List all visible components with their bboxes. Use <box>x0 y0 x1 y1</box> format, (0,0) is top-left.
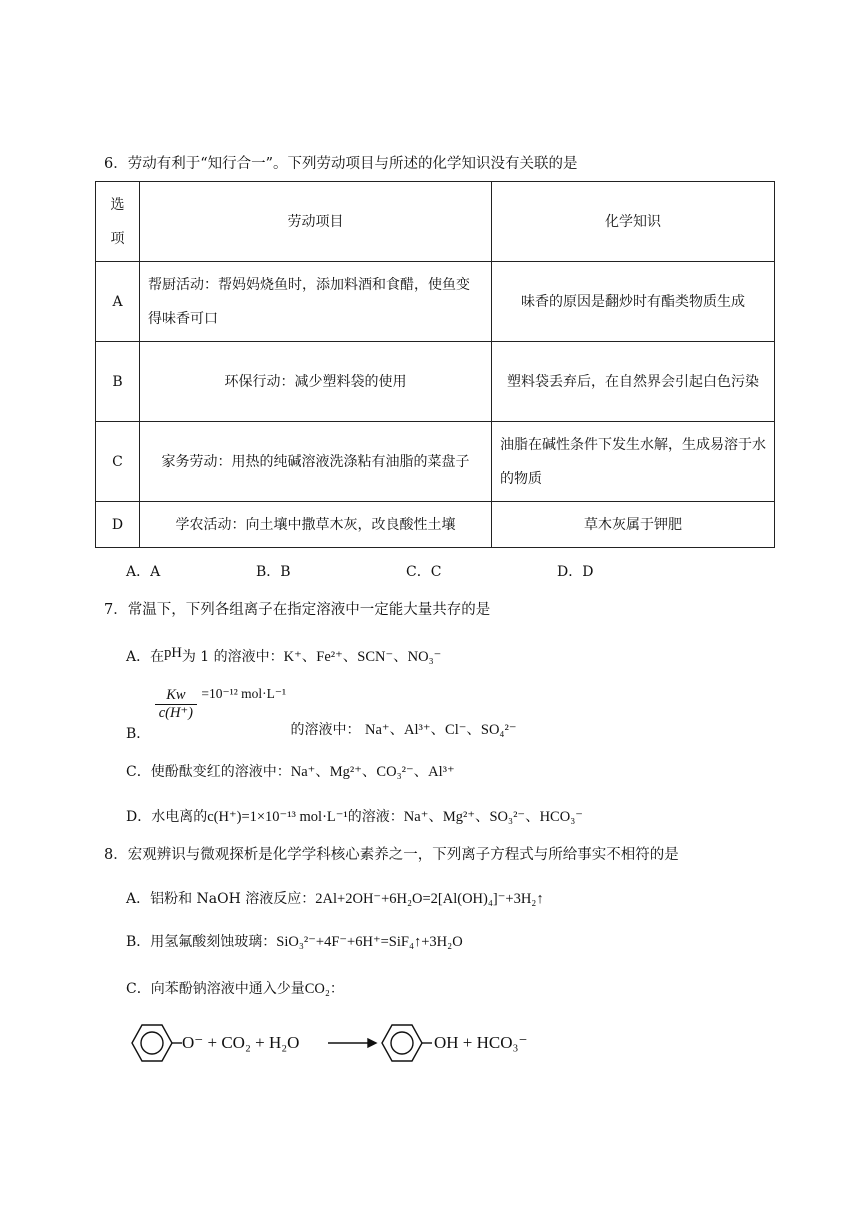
row-knowledge: 油脂在碱性条件下发生水解，生成易溶于水的物质 <box>492 422 775 502</box>
table-row <box>96 342 775 422</box>
q6-choice-d[interactable]: D．D <box>557 564 594 580</box>
table-row <box>96 502 775 548</box>
benzene-ring-icon <box>382 1025 432 1061</box>
row-project: 帮厨活动：帮妈妈烧鱼时，添加料酒和食醋，使鱼变得味香可口 <box>140 262 492 342</box>
row-option: A <box>96 262 140 342</box>
table-row <box>96 262 775 342</box>
q8-option-b[interactable]: B．用氢氟酸刻蚀玻璃：SiO₃²⁻+4F⁻+6H⁺=SiF₄↑+3H₂O <box>126 934 463 950</box>
row-option: B <box>96 342 140 422</box>
row-knowledge: 味香的原因是翻炒时有酯类物质生成 <box>492 262 775 342</box>
header-option: 选项 <box>96 182 140 262</box>
q7-option-d[interactable]: D．水电离的c(H⁺)=1×10⁻¹³ mol·L⁻¹的溶液：Na⁺、Mg²⁺、SO₃²⁻、HCO₃⁻ <box>126 809 583 825</box>
q6-choice-a[interactable]: A．A <box>126 564 161 580</box>
header-knowledge: 化学知识 <box>492 182 775 262</box>
equation-left: O⁻ + CO₂ + H₂O <box>182 1033 300 1052</box>
header-project: 劳动项目 <box>140 182 492 262</box>
q7-option-a[interactable]: A．在pH为 1 的溶液中：K⁺、Fe²⁺、SCN⁻、NO₃⁻ <box>126 645 442 665</box>
equation-right: OH + HCO₃⁻ <box>434 1033 528 1052</box>
row-knowledge: 草木灰属于钾肥 <box>492 502 775 548</box>
benzene-ring-icon <box>132 1025 182 1061</box>
table-header-row <box>96 182 775 262</box>
kw-fraction: $\frac{Kw}{c(H^+)}$ <box>155 687 197 722</box>
row-project: 学农活动：向土壤中撒草木灰，改良酸性土壤 <box>140 502 492 548</box>
q8-option-c[interactable]: C．向苯酚钠溶液中通入少量CO₂： <box>126 981 344 997</box>
question-6-stem: 6．劳动有利于“知行合一”。下列劳动项目与所述的化学知识没有关联的是 <box>104 156 578 172</box>
q8-option-a[interactable]: A．铝粉和 NaOH 溶液反应：2Al+2OH⁻+6H₂O=2[Al(OH)₄]⁻+3H₂↑ <box>126 891 544 907</box>
q6-choice-c[interactable]: C．C <box>406 564 442 580</box>
table-row <box>96 422 775 502</box>
phenoxide-equation <box>128 1016 548 1076</box>
equation-diagram <box>128 1016 548 1072</box>
row-project: 家务劳动：用热的纯碱溶液洗涤粘有油脂的菜盘子 <box>140 422 492 502</box>
row-knowledge: 塑料袋丢弃后，在自然界会引起白色污染 <box>492 342 775 422</box>
q7-option-c[interactable]: C．使酚酞变红的溶液中：Na⁺、Mg²⁺、CO₃²⁻、Al³⁺ <box>126 764 455 780</box>
row-option: C <box>96 422 140 502</box>
question-6-table <box>95 181 775 548</box>
row-project: 环保行动：减少塑料袋的使用 <box>140 342 492 422</box>
q6-choice-b[interactable]: B．B <box>256 564 291 580</box>
row-option: D <box>96 502 140 548</box>
q7-option-b[interactable]: B． $\frac{Kw}{c(H^+)}$ =10⁻¹² mol·L⁻¹ 的溶液中： Na⁺、Al³⁺、Cl⁻、SO₄²⁻ <box>126 686 517 742</box>
question-8-stem: 8．宏观辨识与微观探析是化学学科核心素养之一，下列离子方程式与所给事实不相符的是 <box>104 847 679 863</box>
question-7-stem: 7．常温下，下列各组离子在指定溶液中一定能大量共存的是 <box>104 602 491 618</box>
